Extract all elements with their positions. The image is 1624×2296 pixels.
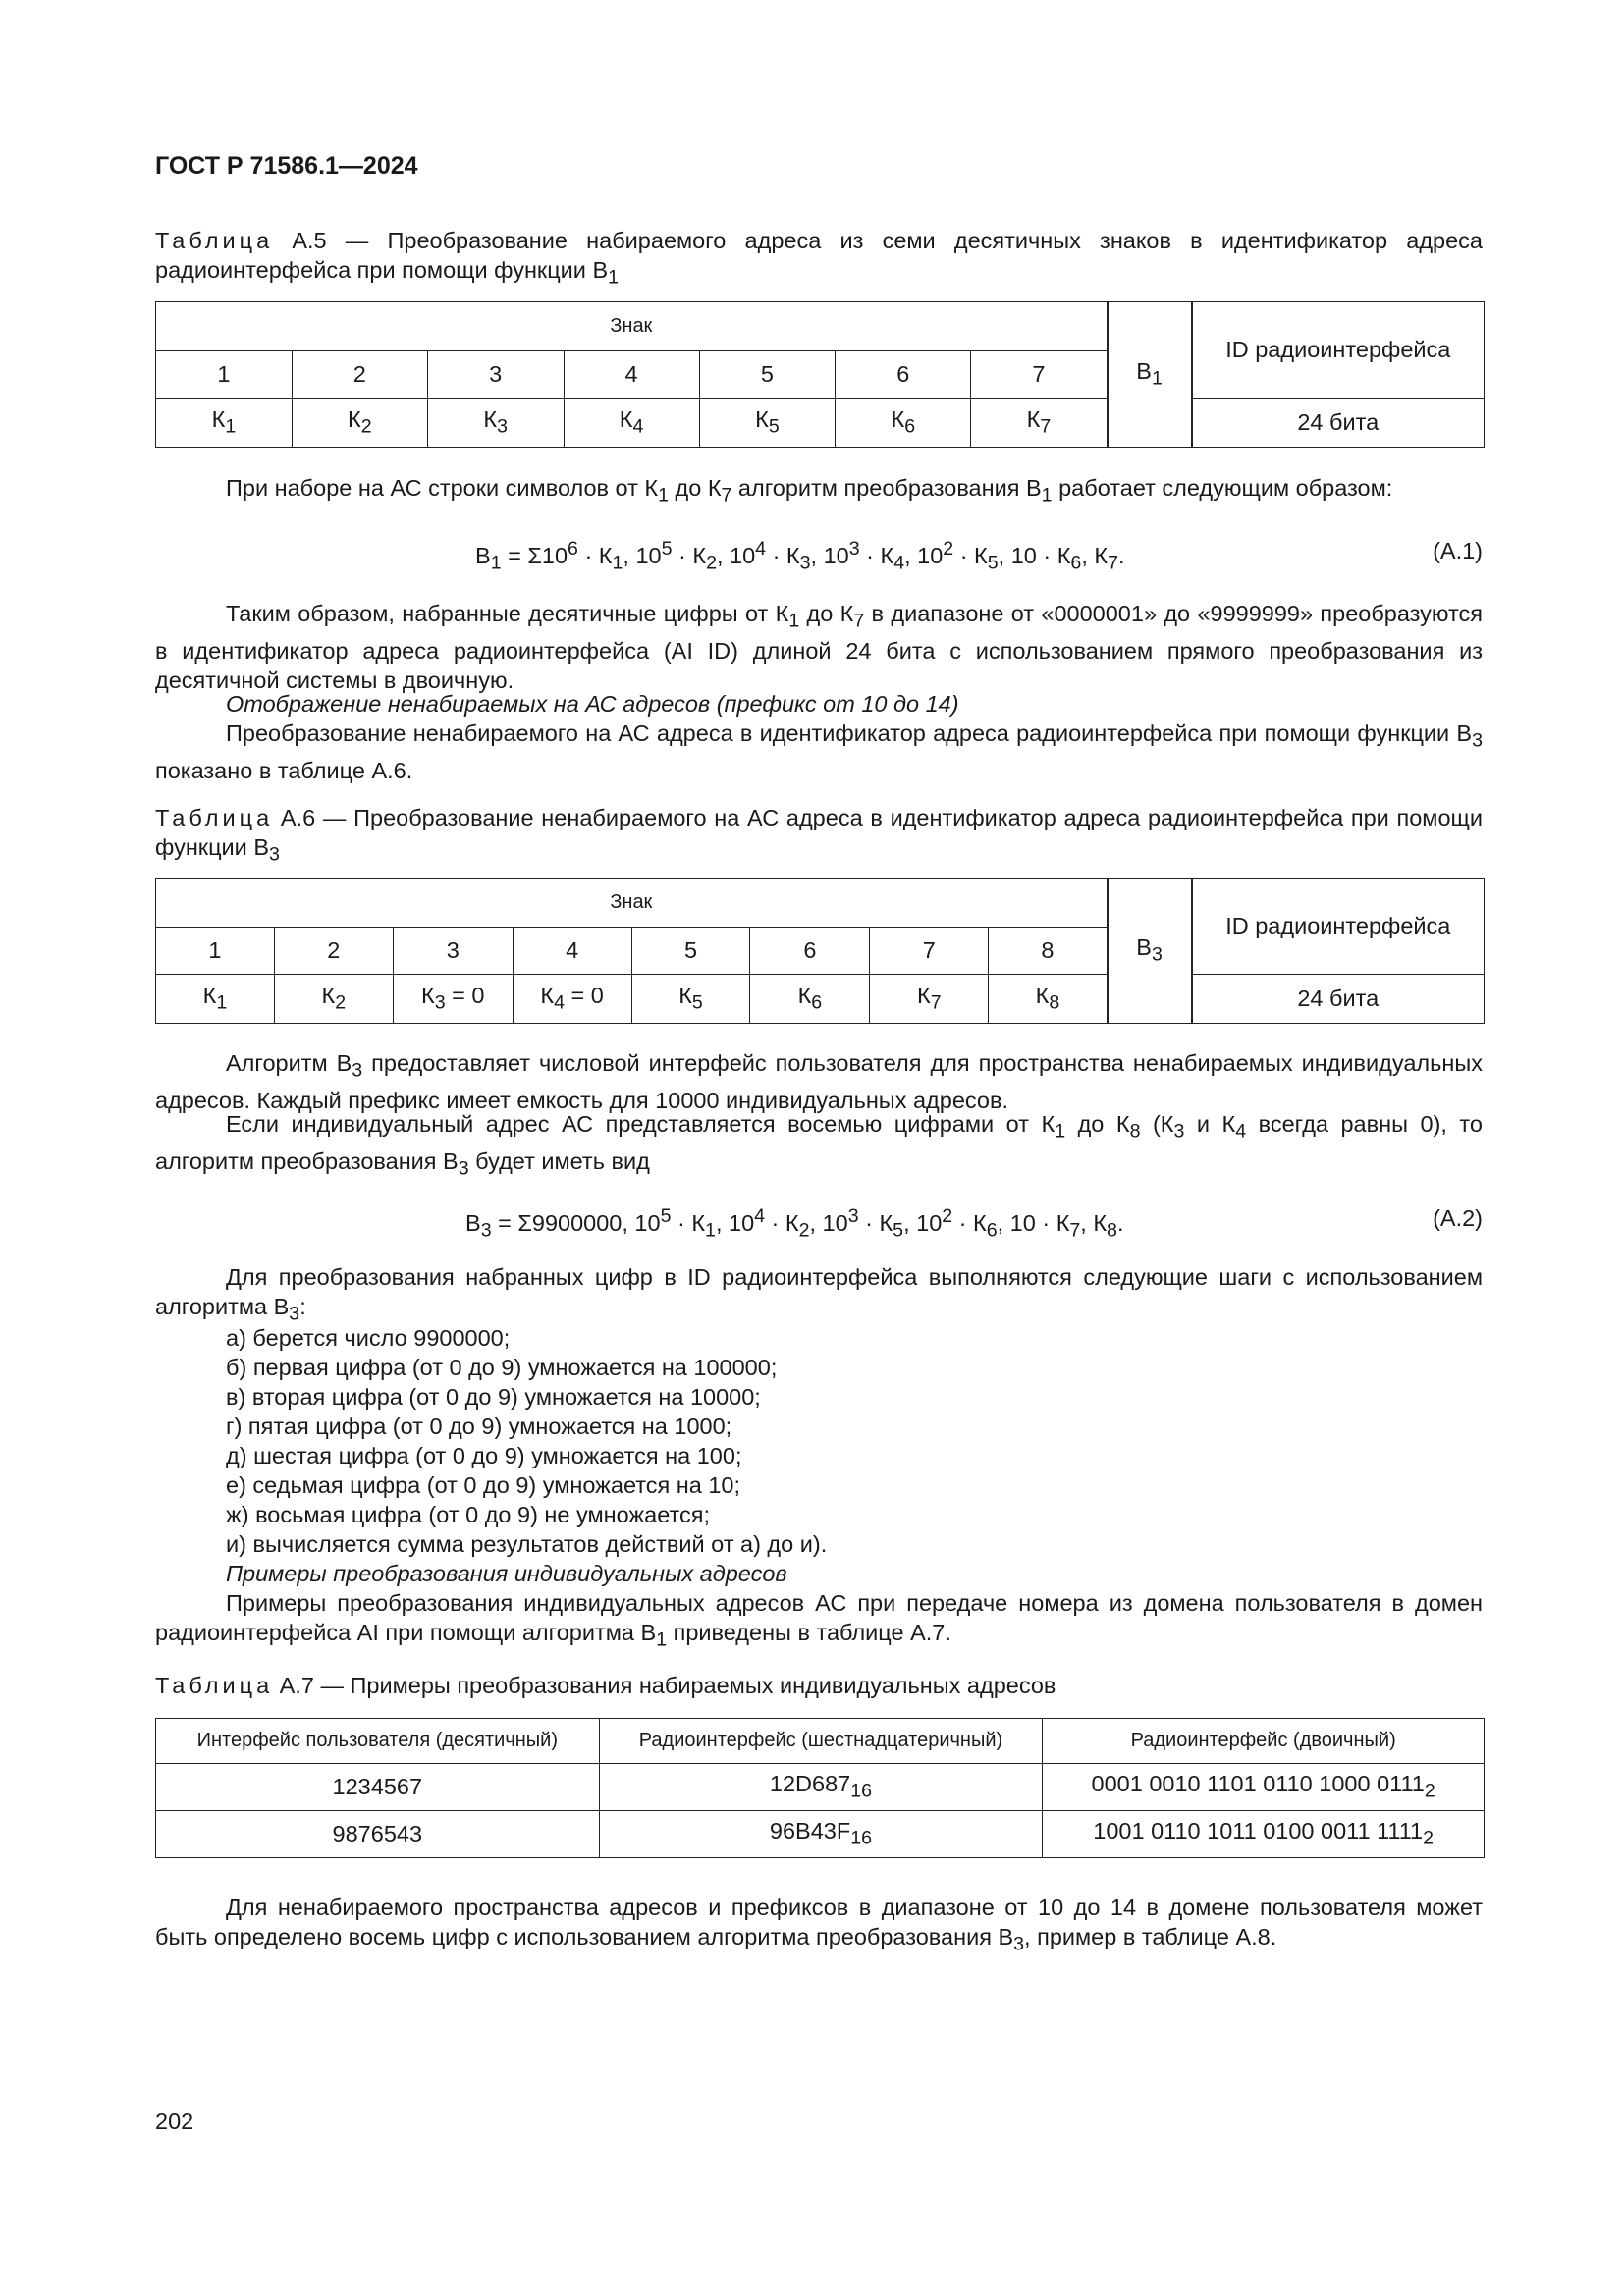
- paragraph-2: Таким образом, набранные десятичные цифры от $К_1$ до $К_7$ в диапазоне от «0000001» до «9999999» преобразуются в идентификатор адреса радиоинтерфейса (AI ID) длиной 24 бита с использованием прямого преобразования из десятичной системы в двоичную.: [155, 601, 1484, 693]
- group-header: Знак: [156, 302, 1108, 351]
- heading-examples: Примеры преобразования индивидуальных адресов: [226, 1561, 787, 1586]
- table-a7-caption: Таблица А.7 — Примеры преобразования набираемых индивидуальных адресов: [155, 1673, 1056, 1698]
- group-header: Знак: [156, 879, 1108, 928]
- formula-a2: $B_3 = \Sigma 9900000$, $10^5 \cdot К_1$, $10^4 \cdot К_2$, $10^3 \cdot К_5$, $10^2 \cdot К_6$, $10 \cdot К_7$, $К_8$.: [465, 1205, 1124, 1242]
- k-cell: $К_7$: [870, 975, 989, 1024]
- page-number: 202: [155, 2109, 194, 2134]
- formula-a1-number: (А.1): [1433, 538, 1483, 563]
- table-a7: [155, 1718, 1485, 1858]
- table-a6-caption: Таблица А.6 — Преобразование ненабираемого на АС адреса в идентификатор адреса радиоинтерфейса при помощи функции $B_3$: [155, 805, 1483, 866]
- digit-cell: 1: [156, 351, 293, 399]
- digit-cell: 3: [393, 928, 513, 975]
- k-cell: $К_2$: [292, 399, 427, 448]
- list-item: е) седьмая цифра (от 0 до 9) умножается на 10;: [226, 1472, 741, 1498]
- k-cell: $К_5$: [699, 399, 836, 448]
- k-cell: $К_6$: [836, 399, 971, 448]
- column-header: Интерфейс пользователя (десятичный): [156, 1719, 600, 1764]
- id-value: 24 бита: [1192, 975, 1485, 1024]
- cell-decimal: 9876543: [156, 1811, 600, 1858]
- caption-label: Таблица: [155, 805, 274, 830]
- list-item: г) пятая цифра (от 0 до 9) умножается на 1000;: [226, 1414, 732, 1439]
- digit-cell: 1: [156, 928, 275, 975]
- b3-column: $B_3$: [1108, 879, 1192, 1024]
- cell-binary: 0001 0010 1101 0110 1000 $0111_2$: [1043, 1764, 1485, 1811]
- column-header: Радиоинтерфейс (двоичный): [1043, 1719, 1485, 1764]
- k-cell: $К_1$: [156, 399, 293, 448]
- id-header: ID радиоинтерфейса: [1192, 302, 1485, 399]
- digit-cell: 7: [971, 351, 1108, 399]
- column-header: Радиоинтерфейс (шестнадцатеричный): [599, 1719, 1043, 1764]
- caption-label: Таблица: [155, 228, 274, 253]
- formula-a1: $B_1 = \Sigma 10^6 \cdot К_1$, $10^5 \cdot К_2$, $10^4 \cdot К_3$, $10^3 \cdot К_4$, $10^2 \cdot К_5$, $10 \cdot К_6$, $К_7$.: [475, 538, 1125, 574]
- digit-cell: 6: [836, 351, 971, 399]
- table-a5-caption: Таблица А.5 — Преобразование набираемого адреса из семи десятичных знаков в идентификатор адреса радиоинтерфейса при помощи функции $B_1$: [155, 228, 1483, 289]
- digit-cell: 6: [750, 928, 870, 975]
- digit-cell: 4: [564, 351, 699, 399]
- id-header: ID радиоинтерфейса: [1192, 879, 1485, 975]
- list-item: д) шестая цифра (от 0 до 9) умножается на 100;: [226, 1443, 742, 1468]
- heading-nondial: Отображение ненабираемых на АС адресов (префикс от 10 до 14): [226, 691, 959, 717]
- document-header: ГОСТ Р 71586.1—2024: [155, 152, 418, 180]
- paragraph-8: Для ненабираемого пространства адресов и префиксов в диапазоне от 10 до 14 в домене пользователя может быть определено восемь цифр с использованием алгоритма преобразования $B_3$, пример в таблице А.8.: [155, 1895, 1483, 1955]
- digit-cell: 3: [427, 351, 564, 399]
- list-item: а) берется число 9900000;: [226, 1325, 511, 1351]
- cell-decimal: 1234567: [156, 1764, 600, 1811]
- cell-hex: $96B43F_{16}$: [599, 1811, 1043, 1858]
- digit-cell: 7: [870, 928, 989, 975]
- id-value: 24 бита: [1192, 399, 1485, 448]
- caption-label: Таблица: [155, 1673, 274, 1698]
- b1-column: $B_1$: [1108, 302, 1192, 448]
- digit-cell: 2: [274, 928, 393, 975]
- paragraph-4: Алгоритм $B_3$ предоставляет числовой интерфейс пользователя для пространства ненабираемых индивидуальных адресов. Каждый префикс имеет емкость для 10000 индивидуальных адресов.: [155, 1050, 1483, 1113]
- list-item: и) вычисляется сумма результатов действий от а) до и).: [226, 1531, 828, 1557]
- list-item: б) первая цифра (от 0 до 9) умножается на 100000;: [226, 1355, 778, 1380]
- table-a5: [155, 301, 1485, 448]
- digit-cell: 5: [699, 351, 836, 399]
- k-cell: $К_2$: [274, 975, 393, 1024]
- paragraph-1: При наборе на АС строки символов от $К_1$ до $К_7$ алгоритм преобразования $B_1$ работает следующим образом:: [226, 475, 1393, 507]
- digit-cell: 2: [292, 351, 427, 399]
- k-cell: $К_7$: [971, 399, 1108, 448]
- k-cell: $К_4$: [564, 399, 699, 448]
- list-item: в) вторая цифра (от 0 до 9) умножается на 10000;: [226, 1384, 761, 1410]
- k-cell: $К_5$: [631, 975, 750, 1024]
- k-cell: $К_3$: [427, 399, 564, 448]
- digit-cell: 5: [631, 928, 750, 975]
- digit-cell: 4: [513, 928, 631, 975]
- k-cell: $К_4 = 0$: [513, 975, 631, 1024]
- list-item: ж) восьмая цифра (от 0 до 9) не умножается;: [226, 1502, 711, 1527]
- k-cell: $К_6$: [750, 975, 870, 1024]
- k-cell: $К_3 = 0$: [393, 975, 513, 1024]
- k-cell: $К_1$: [156, 975, 275, 1024]
- paragraph-7: Примеры преобразования индивидуальных адресов АС при передаче номера из домена пользователя в домен радиоинтерфейса AI при помощи алгоритма $B_1$ приведены в таблице А.7.: [155, 1590, 1483, 1651]
- cell-hex: $12D687_{16}$: [599, 1764, 1043, 1811]
- table-a6: [155, 878, 1485, 1024]
- table-row: [156, 1811, 1485, 1858]
- table-row: [156, 1764, 1485, 1811]
- paragraph-5: Если индивидуальный адрес АС представляется восемью цифрами от $К_1$ до $К_8$ ($К_3$ и $К_4$ всегда равны 0), то алгоритм преобразования $B_3$ будет иметь вид: [155, 1111, 1483, 1180]
- k-cell: $К_8$: [989, 975, 1108, 1024]
- cell-binary: 1001 0110 1011 0100 0011 $1111_2$: [1043, 1811, 1485, 1858]
- formula-a2-number: (А.2): [1433, 1205, 1483, 1231]
- paragraph-6: Для преобразования набранных цифр в ID радиоинтерфейса выполняются следующие шаги с использованием алгоритма $B_3$:: [155, 1264, 1483, 1325]
- paragraph-3: Преобразование ненабираемого на АС адреса в идентификатор адреса радиоинтерфейса при помощи функции $B_3$ показано в таблице А.6.: [155, 721, 1483, 783]
- digit-cell: 8: [989, 928, 1108, 975]
